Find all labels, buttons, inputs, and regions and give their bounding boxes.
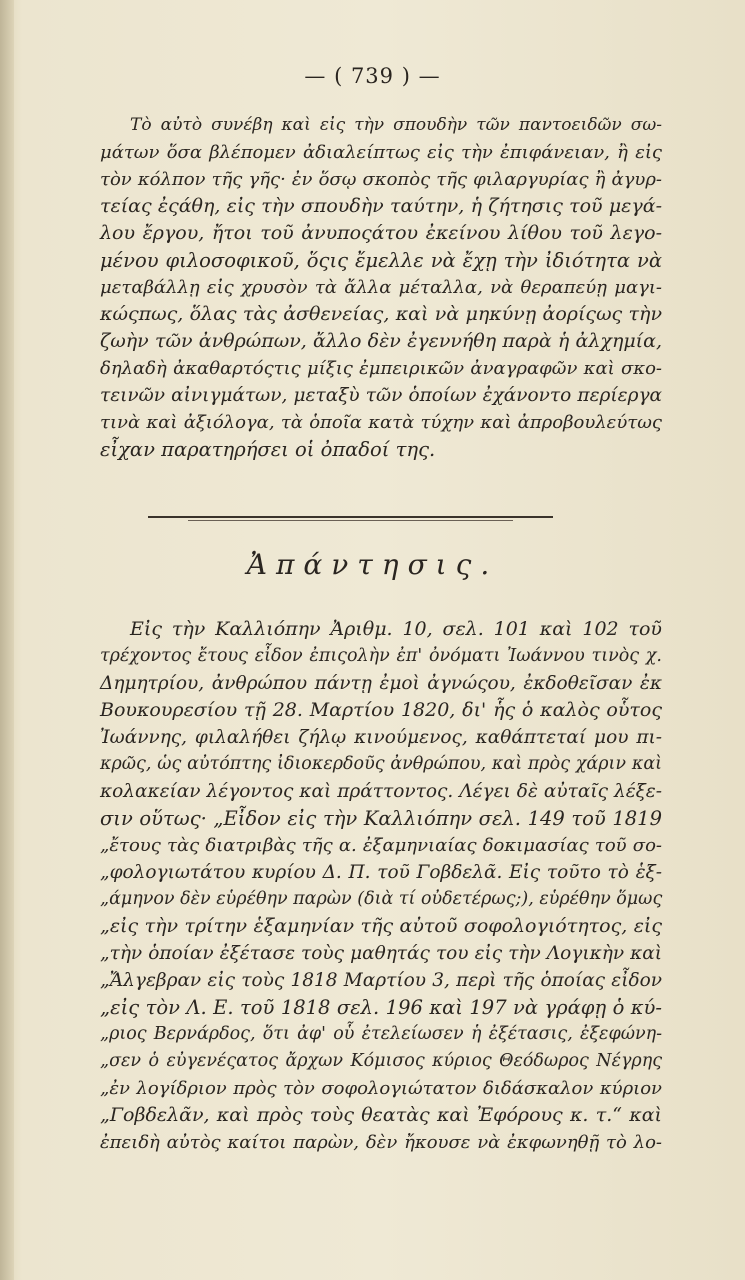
text-line: Δημητρίου, ἀνθρώπου πάντῃ ἐμοὶ ἀγνώςου, ἐκδοθεῖσαν ἐκ [100, 673, 662, 694]
page-gutter-shadow [0, 0, 14, 1280]
paragraph-alchemy [100, 112, 662, 463]
text-line: „ἔτους τὰς διατριβὰς τῆς α. ἐξαμηνιαίας δοκιμασίας τοῦ σο- [100, 835, 662, 856]
text-line: κολακείαν λέγοντος καὶ πράττοντος. Λέγει δὲ αὐταῖς λέξε- [100, 781, 662, 802]
text-line: „τὴν ὁποίαν ἐξέτασε τοὺς μαθητάς του εἰς τὴν Λογικὴν καὶ [100, 943, 662, 964]
text-line: τρέχοντος ἔτους εἶδον ἐπιςολὴν ἐπ' ὀνόματι Ἰωάννου τινὸς χ. [100, 646, 662, 666]
text-line: τινὰ καὶ ἀξιόλογα, τὰ ὁποῖα κατὰ τύχην καὶ ἀπροβουλεύτως [100, 412, 662, 433]
text-line: „εἰς τὸν Λ. Ε. τοῦ 1818 σελ. 196 καὶ 197 νὰ γράφῃ ὁ κύ- [100, 996, 662, 1019]
section-title: Ἀπάντησις. [246, 548, 499, 581]
text-line: „Γοβδελᾶν, καὶ πρὸς τοὺς θεατὰς καὶ Ἐφόρους κ. τ.“ καὶ [100, 1104, 662, 1126]
text-line: κρῶς, ὡς αὐτόπτης ἰδιοκερδοῦς ἀνθρώπου, καὶ πρὸς χάριν καὶ [100, 754, 662, 774]
page-number-header: — ( 739 ) — [304, 64, 441, 88]
text-line: ἐπειδὴ αὐτὸς καίτοι παρὼν, δὲν ἤκουσε νὰ ἐκφωνηθῇ τὸ λο- [100, 1132, 662, 1153]
text-line: τείας ἐςάθη, εἰς τὴν σπουδὴν ταύτην, ἡ ζήτησις τοῦ μεγά- [100, 195, 662, 217]
text-line: λου ἔργου, ἤτοι τοῦ ἀνυποςάτου ἐκείνου λίθου τοῦ λεγο- [100, 222, 662, 244]
text-line: μεταβάλλῃ εἰς χρυσὸν τὰ ἄλλα μέταλλα, νὰ θεραπεύῃ μαγι- [100, 277, 662, 298]
text-line: „Ἄλγεβραν εἰς τοὺς 1818 Μαρτίου 3, περὶ τῆς ὁποίας εἶδον [100, 970, 662, 991]
text-line: μένου φιλοσοφικοῦ, ὅςις ἔμελλε νὰ ἔχῃ τὴν ἰδιότητα νὰ [100, 249, 662, 272]
text-line: „εἰς τὴν τρίτην ἑξαμηνίαν τῆς αὐτοῦ σοφολογιότητος, εἰς [100, 915, 662, 937]
section-divider [148, 516, 553, 518]
text-line: μάτων ὅσα βλέπομεν ἀδιαλείπτως εἰς τὴν ἐπιφάνειαν, ἢ εἰς [100, 142, 662, 163]
text-line: „σεν ὁ εὐγενέςατος ἄρχων Κόμισος κύριος Θεόδωρος Νέγρης [100, 1051, 662, 1071]
text-line: τεινῶν αἰνιγμάτων, μεταξὺ τῶν ὁποίων ἐχάνοντο περίεργα [100, 385, 662, 406]
text-line: κώςπως, ὅλας τὰς ἀσθενείας, καὶ νὰ μηκύνῃ ἀορίςως τὴν [100, 303, 662, 325]
text-line: ζωὴν τῶν ἀνθρώπων, ἄλλο δὲν ἐγεννήθη παρὰ ἡ ἀλχημία, [100, 330, 662, 352]
text-line: δηλαδὴ ἀκαθαρτόςτις μίξις ἐμπειρικῶν ἀναγραφῶν καὶ σκο- [100, 358, 662, 379]
text-line: Τὸ αὐτὸ συνέβη καὶ εἰς τὴν σπουδὴν τῶν παντοειδῶν σω- [130, 115, 662, 135]
text-line: „φολογιωτάτου κυρίου Δ. Π. τοῦ Γοβδελᾶ. Εἰς τοῦτο τὸ ἑξ- [100, 862, 662, 883]
text-line: σιν οὕτως· „Εἶδον εἰς τὴν Καλλιόπην σελ. 149 τοῦ 1819 [100, 807, 662, 830]
paragraph-reply [100, 616, 662, 1156]
text-line: Ἰωάννης, φιλαλήθει ζήλῳ κινούμενος, καθάπτεταί μου πι- [100, 727, 662, 748]
text-line: „ἐν λογίδριον πρὸς τὸν σοφολογιώτατον διδάσκαλον κύριον [100, 1078, 662, 1099]
text-line: τὸν κόλπον τῆς γῆς· ἐν ὅσῳ σκοπὸς τῆς φιλαργυρίας ἢ ἀγυρ- [100, 169, 662, 190]
text-line: „άμηνον δὲν εὑρέθην παρὼν (διὰ τί οὐδετέρως;), εὑρέθην ὅμως [100, 889, 663, 909]
text-line: εἶχαν παρατηρήσει οἱ ὀπαδοί της. [100, 438, 436, 461]
text-line: Βουκουρεσίου τῇ 28. Μαρτίου 1820, δι' ἧς ὁ καλὸς οὗτος [100, 699, 662, 721]
text-line: Εἰς τὴν Καλλιόπην Ἀριθμ. 10, σελ. 101 καὶ 102 τοῦ [130, 618, 662, 640]
text-line: „ριος Βερνάρδος, ὅτι ἀφ' οὗ ἐτελείωσεν ἡ ἐξέτασις, ἐξεφώνη- [100, 1024, 662, 1044]
